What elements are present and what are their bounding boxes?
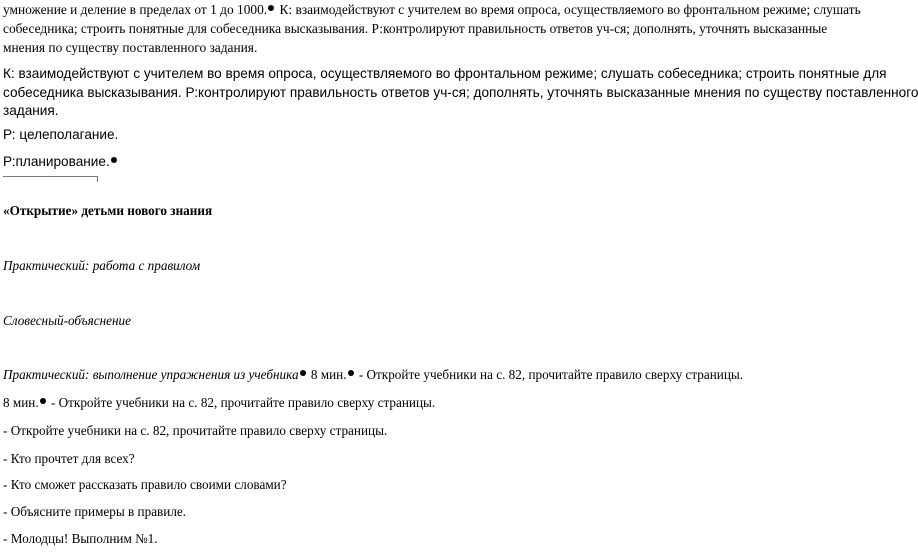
paragraph-1-line-2: собеседника; строить понятные для собеседника высказывания. Р:контролируют правильность ответов уч-ся; дополнять, уточнять высказанные xyxy=(3,21,828,36)
instruction-line: - Кто прочтет для всех? xyxy=(3,451,135,466)
bullet-icon xyxy=(40,398,46,404)
method-practical-exercise-line xyxy=(3,367,743,383)
paragraph-2-line-3: задания. xyxy=(3,103,59,118)
instruction-text: - Откройте учебники на с. 82, прочитайте правило сверху страницы. xyxy=(355,367,744,382)
instruction-line: - Объясните примеры в правиле. xyxy=(3,504,187,519)
bullet-icon xyxy=(348,370,354,376)
instruction-text: - Откройте учебники на с. 82, прочитайте правило сверху страницы. xyxy=(47,395,436,410)
instruction-line-time xyxy=(3,395,435,411)
method-verbal-explanation: Словесный-объяснение xyxy=(3,313,131,328)
time-label: 8 мин. xyxy=(310,367,347,382)
bullet-icon xyxy=(300,370,306,376)
bullet-icon xyxy=(268,5,274,11)
method-practical-exercise: Практический: выполнение упражнения из учебника xyxy=(3,367,299,382)
text-span: К: взаимодействуют с учителем во время опроса, осуществляемого во фронтальном режиме; слушать xyxy=(276,2,861,17)
goal-setting-text: Р: целеполагание. xyxy=(3,127,119,142)
paragraph-2-line-2: собеседника высказывания. Р:контролируют правильность ответов уч-ся; дополнять, уточнять высказанные мнения по существу поставленного xyxy=(3,84,918,100)
method-practical-rule: Практический: работа с правилом xyxy=(3,258,201,273)
paragraph-1-line-3: мнения по существу поставленного задания. xyxy=(3,40,258,55)
paragraph-1-line-1 xyxy=(3,0,861,19)
section-heading: «Открытие» детьми нового знания xyxy=(3,203,213,218)
planning-line xyxy=(3,153,119,172)
time-label: 8 мин. xyxy=(3,395,39,410)
paragraph-2-line-1: К: взаимодействуют с учителем во время опроса, осуществляемого во фронтальном режиме; слушать собеседника; строить понятные для xyxy=(3,66,887,81)
instruction-line: - Кто сможет рассказать правило своими словами? xyxy=(3,477,287,492)
instruction-line: - Откройте учебники на с. 82, прочитайте правило сверху страницы. xyxy=(3,423,388,438)
planning-text: Р:планирование. xyxy=(3,154,110,169)
instruction-line: - Молодцы! Выполним №1. xyxy=(3,531,158,546)
bullet-icon xyxy=(111,157,117,163)
table-cell-border xyxy=(3,176,98,182)
text-span: умножение и деление в пределах от 1 до 1000. xyxy=(3,2,268,17)
